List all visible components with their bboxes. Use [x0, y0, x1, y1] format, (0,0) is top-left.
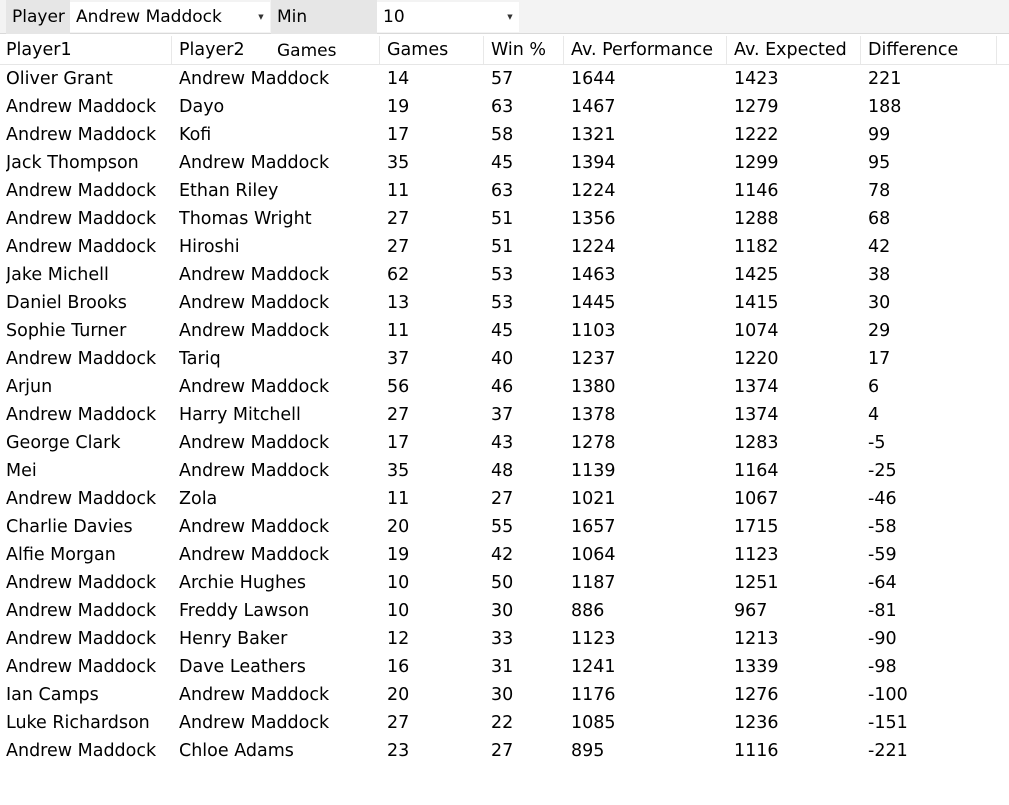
player1-cell: Andrew Maddock [6, 405, 157, 425]
player1-cell: Arjun [6, 377, 53, 397]
av-expected-cell: 967 [734, 601, 768, 621]
av-performance-cell: 1187 [571, 573, 616, 593]
win-pct-cell: 37 [491, 405, 514, 425]
games-cell: 16 [387, 657, 410, 677]
difference-cell: 38 [868, 265, 891, 285]
av-performance-cell: 1224 [571, 237, 616, 257]
player-select[interactable] [70, 2, 270, 32]
games-cell: 27 [387, 713, 410, 733]
difference-cell: 29 [868, 321, 891, 341]
av-performance-cell: 1380 [571, 377, 616, 397]
games-cell: 23 [387, 741, 410, 761]
player2-cell: Andrew Maddock [179, 545, 330, 565]
games-cell: 20 [387, 685, 410, 705]
player1-cell: Jack Thompson [6, 153, 139, 173]
win-pct-cell: 43 [491, 433, 514, 453]
table-row[interactable] [0, 177, 1009, 205]
games-cell: 12 [387, 629, 410, 649]
av-performance-cell: 1103 [571, 321, 616, 341]
av-expected-cell: 1146 [734, 181, 779, 201]
player1-cell: Andrew Maddock [6, 349, 157, 369]
games-cell: 19 [387, 545, 410, 565]
player1-cell: Ian Camps [6, 685, 99, 705]
difference-cell: 6 [868, 377, 880, 397]
win-pct-cell: 53 [491, 293, 514, 313]
av-expected-cell: 1067 [734, 489, 779, 509]
av-expected-cell: 1283 [734, 433, 779, 453]
games-cell: 37 [387, 349, 410, 369]
column-header-player1[interactable]: Player1 [6, 36, 172, 64]
av-performance-cell: 1467 [571, 97, 616, 117]
win-pct-cell: 27 [491, 489, 514, 509]
player2-cell: Thomas Wright [179, 209, 312, 229]
column-header-player2[interactable]: Player2 [179, 36, 380, 64]
av-expected-cell: 1220 [734, 349, 779, 369]
difference-cell: -100 [868, 685, 908, 705]
player2-cell: Archie Hughes [179, 573, 307, 593]
table-row[interactable] [0, 429, 1009, 457]
player1-cell: Oliver Grant [6, 69, 113, 89]
difference-cell: 42 [868, 237, 891, 257]
table-row[interactable] [0, 233, 1009, 261]
av-expected-cell: 1276 [734, 685, 779, 705]
player1-cell: Andrew Maddock [6, 657, 157, 677]
difference-cell: 4 [868, 405, 880, 425]
difference-cell: -25 [868, 461, 897, 481]
table-row[interactable] [0, 65, 1009, 93]
player1-cell: Andrew Maddock [6, 209, 157, 229]
table-row[interactable] [0, 261, 1009, 289]
av-performance-cell: 1224 [571, 181, 616, 201]
player-select-value: Andrew Maddock [76, 7, 222, 27]
av-expected-cell: 1423 [734, 69, 779, 89]
difference-cell: -81 [868, 601, 897, 621]
difference-cell: 221 [868, 69, 902, 89]
player2-cell: Tariq [179, 349, 221, 369]
player1-cell: Andrew Maddock [6, 741, 157, 761]
table-row[interactable] [0, 541, 1009, 569]
win-pct-cell: 30 [491, 601, 514, 621]
player2-cell: Dayo [179, 97, 225, 117]
win-pct-cell: 27 [491, 741, 514, 761]
player2-cell: Andrew Maddock [179, 265, 330, 285]
table-row[interactable] [0, 373, 1009, 401]
difference-cell: 17 [868, 349, 891, 369]
player2-cell: Henry Baker [179, 629, 288, 649]
av-performance-cell: 1139 [571, 461, 616, 481]
column-header-difference[interactable]: Difference [868, 36, 997, 64]
av-expected-cell: 1213 [734, 629, 779, 649]
av-performance-cell: 886 [571, 601, 605, 621]
difference-cell: 78 [868, 181, 891, 201]
player2-cell: Andrew Maddock [179, 517, 330, 537]
games-cell: 11 [387, 181, 410, 201]
column-header-av-performance[interactable]: Av. Performance [571, 36, 727, 64]
games-cell: 19 [387, 97, 410, 117]
player2-cell: Andrew Maddock [179, 69, 330, 89]
player1-cell: Andrew Maddock [6, 237, 157, 257]
difference-cell: 30 [868, 293, 891, 313]
av-performance-cell: 1356 [571, 209, 616, 229]
games-cell: 20 [387, 517, 410, 537]
player1-cell: Andrew Maddock [6, 573, 157, 593]
win-pct-cell: 51 [491, 209, 514, 229]
table-row[interactable] [0, 121, 1009, 149]
table-row[interactable] [0, 653, 1009, 681]
results-table [0, 36, 1009, 765]
player1-cell: Andrew Maddock [6, 97, 157, 117]
player2-cell: Andrew Maddock [179, 293, 330, 313]
win-pct-cell: 63 [491, 97, 514, 117]
table-row[interactable] [0, 513, 1009, 541]
table-body [0, 65, 1009, 765]
table-row[interactable] [0, 485, 1009, 513]
difference-cell: 68 [868, 209, 891, 229]
player-label: Player [6, 0, 70, 34]
min-games-select[interactable] [377, 2, 519, 32]
av-expected-cell: 1715 [734, 517, 779, 537]
table-row[interactable] [0, 625, 1009, 653]
games-cell: 13 [387, 293, 410, 313]
games-cell: 27 [387, 209, 410, 229]
win-pct-cell: 55 [491, 517, 514, 537]
av-expected-cell: 1251 [734, 573, 779, 593]
difference-cell: -59 [868, 545, 897, 565]
player2-cell: Zola [179, 489, 218, 509]
av-expected-cell: 1288 [734, 209, 779, 229]
av-performance-cell: 1176 [571, 685, 616, 705]
player1-cell: George Clark [6, 433, 121, 453]
player2-cell: Andrew Maddock [179, 461, 330, 481]
games-cell: 14 [387, 69, 410, 89]
difference-cell: -221 [868, 741, 908, 761]
win-pct-cell: 42 [491, 545, 514, 565]
player2-cell: Ethan Riley [179, 181, 279, 201]
player1-cell: Andrew Maddock [6, 489, 157, 509]
win-pct-cell: 33 [491, 629, 514, 649]
win-pct-cell: 40 [491, 349, 514, 369]
av-performance-cell: 1463 [571, 265, 616, 285]
av-performance-cell: 1657 [571, 517, 616, 537]
difference-cell: -90 [868, 629, 897, 649]
games-cell: 17 [387, 433, 410, 453]
table-row[interactable] [0, 569, 1009, 597]
difference-cell: 188 [868, 97, 902, 117]
table-row[interactable] [0, 149, 1009, 177]
games-cell: 62 [387, 265, 410, 285]
games-cell: 27 [387, 237, 410, 257]
player1-cell: Andrew Maddock [6, 125, 157, 145]
player2-cell: Andrew Maddock [179, 377, 330, 397]
av-expected-cell: 1279 [734, 97, 779, 117]
win-pct-cell: 58 [491, 125, 514, 145]
games-cell: 27 [387, 405, 410, 425]
av-performance-cell: 1021 [571, 489, 616, 509]
player2-cell: Andrew Maddock [179, 433, 330, 453]
chevron-down-icon[interactable]: ▼ [507, 13, 513, 21]
difference-cell: -151 [868, 713, 908, 733]
av-expected-cell: 1182 [734, 237, 779, 257]
player2-cell: Chloe Adams [179, 741, 294, 761]
table-row[interactable] [0, 457, 1009, 485]
player2-cell: Hiroshi [179, 237, 240, 257]
table-header-row [0, 36, 1009, 65]
av-expected-cell: 1236 [734, 713, 779, 733]
av-expected-cell: 1374 [734, 377, 779, 397]
table-row[interactable] [0, 597, 1009, 625]
av-performance-cell: 1123 [571, 629, 616, 649]
games-cell: 11 [387, 321, 410, 341]
player1-cell: Jake Michell [6, 265, 109, 285]
av-expected-cell: 1123 [734, 545, 779, 565]
player2-cell: Andrew Maddock [179, 321, 330, 341]
games-cell: 35 [387, 461, 410, 481]
player1-cell: Luke Richardson [6, 713, 150, 733]
win-pct-cell: 48 [491, 461, 514, 481]
player1-cell: Andrew Maddock [6, 629, 157, 649]
av-expected-cell: 1164 [734, 461, 779, 481]
player1-cell: Daniel Brooks [6, 293, 127, 313]
av-performance-cell: 1644 [571, 69, 616, 89]
column-header-games[interactable]: Games [387, 36, 484, 64]
av-expected-cell: 1074 [734, 321, 779, 341]
table-row[interactable] [0, 737, 1009, 765]
player2-cell: Freddy Lawson [179, 601, 310, 621]
av-performance-cell: 1064 [571, 545, 616, 565]
player1-cell: Mei [6, 461, 37, 481]
column-header-av-expected[interactable]: Av. Expected [734, 36, 861, 64]
games-cell: 56 [387, 377, 410, 397]
av-expected-cell: 1116 [734, 741, 779, 761]
min-games-select-value: 10 [383, 7, 405, 27]
table-row[interactable] [0, 345, 1009, 373]
table-row[interactable] [0, 205, 1009, 233]
av-performance-cell: 1085 [571, 713, 616, 733]
table-row[interactable] [0, 681, 1009, 709]
table-row[interactable] [0, 401, 1009, 429]
av-expected-cell: 1374 [734, 405, 779, 425]
table-row[interactable] [0, 93, 1009, 121]
player1-cell: Andrew Maddock [6, 181, 157, 201]
av-performance-cell: 1321 [571, 125, 616, 145]
difference-cell: -58 [868, 517, 897, 537]
win-pct-cell: 22 [491, 713, 514, 733]
difference-cell: -98 [868, 657, 897, 677]
difference-cell: 95 [868, 153, 891, 173]
player2-cell: Andrew Maddock [179, 685, 330, 705]
difference-cell: -46 [868, 489, 897, 509]
player2-cell: Harry Mitchell [179, 405, 301, 425]
win-pct-cell: 57 [491, 69, 514, 89]
table-row[interactable] [0, 709, 1009, 737]
win-pct-cell: 63 [491, 181, 514, 201]
table-row[interactable] [0, 289, 1009, 317]
player2-cell: Andrew Maddock [179, 713, 330, 733]
games-cell: 17 [387, 125, 410, 145]
av-performance-cell: 1278 [571, 433, 616, 453]
player2-cell: Andrew Maddock [179, 153, 330, 173]
min-games-label: Min Games [271, 0, 377, 34]
table-row[interactable] [0, 317, 1009, 345]
av-performance-cell: 1378 [571, 405, 616, 425]
win-pct-cell: 30 [491, 685, 514, 705]
column-header-win-pct[interactable]: Win % [491, 36, 564, 64]
win-pct-cell: 45 [491, 321, 514, 341]
av-performance-cell: 895 [571, 741, 605, 761]
win-pct-cell: 46 [491, 377, 514, 397]
player1-cell: Alfie Morgan [6, 545, 116, 565]
games-cell: 10 [387, 601, 410, 621]
av-expected-cell: 1415 [734, 293, 779, 313]
win-pct-cell: 53 [491, 265, 514, 285]
win-pct-cell: 50 [491, 573, 514, 593]
av-performance-cell: 1237 [571, 349, 616, 369]
difference-cell: -64 [868, 573, 897, 593]
games-cell: 35 [387, 153, 410, 173]
win-pct-cell: 51 [491, 237, 514, 257]
av-expected-cell: 1425 [734, 265, 779, 285]
av-performance-cell: 1394 [571, 153, 616, 173]
av-performance-cell: 1241 [571, 657, 616, 677]
av-expected-cell: 1222 [734, 125, 779, 145]
player1-cell: Sophie Turner [6, 321, 127, 341]
win-pct-cell: 45 [491, 153, 514, 173]
av-expected-cell: 1299 [734, 153, 779, 173]
win-pct-cell: 31 [491, 657, 514, 677]
games-cell: 10 [387, 573, 410, 593]
player2-cell: Kofi [179, 125, 212, 145]
av-performance-cell: 1445 [571, 293, 616, 313]
chevron-down-icon[interactable]: ▼ [258, 13, 264, 21]
difference-cell: 99 [868, 125, 891, 145]
player1-cell: Andrew Maddock [6, 601, 157, 621]
player2-cell: Dave Leathers [179, 657, 306, 677]
games-cell: 11 [387, 489, 410, 509]
player1-cell: Charlie Davies [6, 517, 133, 537]
av-expected-cell: 1339 [734, 657, 779, 677]
difference-cell: -5 [868, 433, 886, 453]
